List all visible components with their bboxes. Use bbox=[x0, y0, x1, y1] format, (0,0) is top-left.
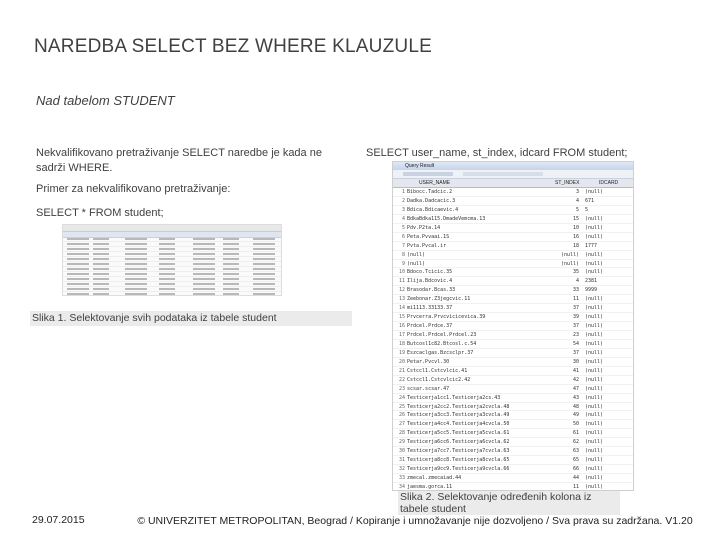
table-cell: 22 bbox=[398, 376, 405, 383]
table-cell: Testicerja5cc5.Testicerja5cvcla.61 bbox=[407, 430, 510, 437]
thumb-cell bbox=[93, 278, 109, 280]
thumb-cell bbox=[125, 248, 147, 250]
thumb-cell bbox=[67, 238, 89, 240]
table-cell: Prdcel.Prdcel.Prdcel.23 bbox=[407, 332, 477, 338]
table-cell: 37 bbox=[572, 323, 579, 330]
table-cell: 4 bbox=[575, 278, 579, 285]
thumb-cell bbox=[125, 268, 147, 270]
table-cell: (null) bbox=[585, 340, 604, 347]
table-row bbox=[393, 206, 633, 215]
table-cell: (null) bbox=[585, 466, 604, 473]
thumb-cell bbox=[93, 258, 109, 260]
table-row bbox=[393, 277, 633, 286]
thumb-cell bbox=[67, 248, 89, 250]
thumb-cell bbox=[193, 263, 215, 265]
table-cell: 3 bbox=[401, 206, 405, 213]
table-cell: 39 bbox=[572, 314, 579, 321]
thumb-cell bbox=[67, 268, 89, 270]
table-cell: 2 bbox=[401, 197, 405, 204]
table-cell: 23 bbox=[398, 385, 405, 392]
thumb-cell bbox=[223, 278, 239, 280]
thumb-cell bbox=[125, 288, 147, 290]
table-cell: 5 bbox=[575, 206, 579, 213]
fetch-status bbox=[463, 172, 543, 176]
thumb-cell bbox=[159, 273, 175, 275]
thumb-cell bbox=[253, 258, 275, 260]
table-cell: 26 bbox=[398, 412, 405, 419]
table-row bbox=[393, 242, 633, 251]
thumb-cell bbox=[223, 273, 239, 275]
paragraph-definition: Nekvalifikovano pretraživanje SELECT naredbe je kada ne sadrži WHERE. bbox=[36, 147, 322, 174]
table-cell: (null) bbox=[585, 403, 604, 410]
thumb-cell bbox=[193, 253, 215, 255]
table-cell: BdkaBdka115.DmadeVemcma.13 bbox=[407, 215, 486, 222]
thumb-cell bbox=[253, 248, 275, 250]
table-cell: (null) bbox=[585, 358, 604, 365]
table-row bbox=[393, 438, 633, 447]
thumb-cell bbox=[253, 273, 275, 275]
table-cell: 33 bbox=[398, 475, 405, 481]
table-cell: (null) bbox=[585, 421, 604, 428]
thumb-cell bbox=[253, 263, 275, 265]
table-cell: Testicerja4cc4.Testicerja4cvcla.50 bbox=[407, 421, 510, 428]
table-row bbox=[393, 251, 633, 260]
table-cell: zmecal.zmecaiad.44 bbox=[407, 475, 462, 481]
table-cell: scsar.scsar.47 bbox=[407, 385, 450, 392]
table-cell: (null) bbox=[585, 305, 604, 312]
thumb-cell bbox=[253, 238, 275, 240]
table-cell: (null) bbox=[407, 260, 426, 267]
table-cell: 54 bbox=[572, 340, 579, 347]
table-cell: Bdoco.Tcicic.35 bbox=[407, 269, 453, 276]
table-cell: 16 bbox=[572, 233, 579, 240]
paragraph-select-columns: SELECT user_name, st_index, idcard FROM student; bbox=[366, 147, 628, 159]
table-cell: 41 bbox=[572, 367, 579, 374]
thumb-cell bbox=[193, 248, 215, 250]
table-cell: 47 bbox=[572, 385, 579, 392]
table-cell: (null) bbox=[560, 260, 579, 267]
table-cell: 27 bbox=[398, 421, 405, 428]
thumb-cell bbox=[223, 248, 239, 250]
table-cell: Zeebonar.Z3jegcvic.11 bbox=[407, 296, 471, 303]
table-cell: (null) bbox=[585, 224, 604, 231]
table-row bbox=[393, 215, 633, 224]
table-cell: 37 bbox=[572, 349, 579, 356]
thumb-cell bbox=[223, 263, 239, 265]
figure-caption-2: Slika 2. Selektovanje određenih kolona iz tabele student bbox=[398, 491, 620, 515]
thumb-cell bbox=[193, 293, 215, 295]
table-cell: (null) bbox=[585, 349, 604, 356]
table-cell: 11 bbox=[572, 296, 579, 303]
table-cell: 1777 bbox=[585, 242, 598, 249]
table-cell: (null) bbox=[585, 385, 604, 392]
table-cell: (null) bbox=[585, 430, 604, 437]
thumb-cell bbox=[223, 293, 239, 295]
table-row bbox=[393, 233, 633, 242]
table-cell: (null) bbox=[585, 314, 604, 321]
table-cell: 1 bbox=[401, 189, 405, 195]
table-cell: 65 bbox=[572, 457, 579, 464]
table-cell: Peta.Pvvaai.1S bbox=[407, 233, 450, 240]
thumb-cell bbox=[93, 273, 109, 275]
table-cell: 11 bbox=[572, 483, 579, 490]
toolbar-buttons bbox=[403, 172, 453, 176]
thumb-cell bbox=[159, 288, 175, 290]
table-cell: (null) bbox=[585, 189, 604, 195]
table-cell: Eszcaclgas.Bzcsclpr.37 bbox=[407, 349, 474, 356]
select-all-result-image bbox=[62, 224, 282, 296]
table-cell: (null) bbox=[585, 439, 604, 446]
table-cell: (null) bbox=[585, 296, 604, 303]
table-cell: Pdv.P2ta.14 bbox=[407, 224, 441, 231]
table-cell: 21 bbox=[398, 367, 405, 374]
query-toolbar bbox=[393, 170, 633, 179]
thumb-cell bbox=[253, 278, 275, 280]
thumb-cell bbox=[93, 283, 109, 285]
footer-date: 29.07.2015 bbox=[32, 514, 85, 526]
table-cell: Bibocc.Tadcic.2 bbox=[407, 189, 453, 195]
thumb-cell bbox=[93, 238, 109, 240]
table-cell: 34 bbox=[398, 483, 405, 490]
table-cell: Petar.Pvcvl.30 bbox=[407, 358, 450, 365]
table-cell: Testicerja2cc2.Testicerja2cvcla.48 bbox=[407, 403, 510, 410]
table-cell: (null) bbox=[585, 376, 604, 383]
table-row bbox=[393, 394, 633, 403]
table-cell: (null) bbox=[585, 260, 604, 267]
table-row bbox=[393, 197, 633, 206]
thumb-cell bbox=[193, 273, 215, 275]
table-cell: 15 bbox=[398, 314, 405, 321]
thumb-cell bbox=[223, 253, 239, 255]
table-row bbox=[393, 483, 633, 491]
thumb-cell bbox=[67, 293, 89, 295]
table-cell: 4 bbox=[401, 215, 405, 222]
table-cell: Testicerja1cc1.Testicerja2cs.43 bbox=[407, 394, 501, 401]
table-row bbox=[393, 376, 633, 385]
table-cell: 9999 bbox=[585, 287, 598, 294]
table-cell: 5 bbox=[585, 206, 589, 213]
table-row bbox=[393, 268, 633, 277]
select-columns-result-image bbox=[392, 161, 634, 491]
thumb-cell bbox=[193, 238, 215, 240]
thumb-cell bbox=[125, 263, 147, 265]
table-cell: jaesma.gorca.11 bbox=[407, 483, 453, 490]
thumb-cell bbox=[253, 253, 275, 255]
thumb-cell bbox=[67, 263, 89, 265]
table-row bbox=[393, 340, 633, 349]
thumb-cell bbox=[223, 243, 239, 245]
thumb-cell bbox=[223, 288, 239, 290]
thumb-cell bbox=[93, 293, 109, 295]
table-cell: 671 bbox=[585, 197, 595, 204]
table-cell: Testicerja3cc3.Testicerja3cvcla.49 bbox=[407, 412, 510, 419]
table-cell: mi1113.33133.37 bbox=[407, 305, 453, 312]
table-row bbox=[393, 403, 633, 412]
table-cell: (null) bbox=[560, 251, 579, 258]
table-cell: Cstccl1.Cstcvlcic2.42 bbox=[407, 376, 471, 383]
thumb-cell bbox=[93, 253, 109, 255]
thumb-row bbox=[63, 292, 281, 296]
paragraph-select-all: SELECT * FROM student; bbox=[36, 207, 164, 219]
table-cell: 13 bbox=[398, 296, 405, 303]
table-row bbox=[393, 188, 633, 197]
table-cell: 48 bbox=[572, 403, 579, 410]
table-cell: (null) bbox=[585, 448, 604, 455]
table-cell: (null) bbox=[585, 394, 604, 401]
column-st-index: ST_INDEX bbox=[555, 180, 580, 186]
table-row bbox=[393, 224, 633, 233]
table-cell: 66 bbox=[572, 466, 579, 473]
table-cell: Brasodar.Bcas.33 bbox=[407, 287, 456, 294]
thumb-cell bbox=[125, 283, 147, 285]
table-cell: 4 bbox=[575, 197, 579, 204]
thumb-cell bbox=[159, 238, 175, 240]
thumb-cell bbox=[67, 258, 89, 260]
table-row bbox=[393, 322, 633, 331]
table-cell: Pvta.Pvcal.ir bbox=[407, 242, 447, 249]
thumb-cell bbox=[193, 288, 215, 290]
thumb-cell bbox=[159, 263, 175, 265]
thumb-cell bbox=[67, 243, 89, 245]
table-cell: 50 bbox=[572, 421, 579, 428]
table-cell: 2381 bbox=[585, 278, 598, 285]
table-row bbox=[393, 474, 633, 483]
table-cell: Prdcel.Prdce.37 bbox=[407, 323, 453, 330]
thumb-cell bbox=[253, 243, 275, 245]
footer-copyright: © UNIVERZITET METROPOLITAN, Beograd / Kopiranje i umnožavanje nije dozvoljeno / Sva prava su zadržana. V1.20 bbox=[137, 515, 693, 527]
table-cell: 30 bbox=[398, 448, 405, 455]
table-cell: Ilija.Bdcovic.4 bbox=[407, 278, 453, 285]
table-row bbox=[393, 367, 633, 376]
table-row bbox=[393, 411, 633, 420]
table-row bbox=[393, 465, 633, 474]
figure-caption-1: Slika 1. Selektovanje svih podataka iz tabele student bbox=[30, 311, 352, 326]
table-cell: 10 bbox=[572, 224, 579, 231]
table-cell: 5 bbox=[401, 224, 405, 231]
table-cell: 18 bbox=[572, 242, 579, 249]
table-row bbox=[393, 420, 633, 429]
thumb-cell bbox=[223, 283, 239, 285]
table-cell: Bdica.Bdicaevic.4 bbox=[407, 206, 459, 213]
thumb-cell bbox=[125, 273, 147, 275]
table-cell: 24 bbox=[398, 394, 405, 401]
thumb-cell bbox=[93, 288, 109, 290]
table-cell: 44 bbox=[572, 475, 579, 481]
table-cell: 43 bbox=[572, 394, 579, 401]
table-cell: 12 bbox=[398, 287, 405, 294]
thumb-cell bbox=[93, 263, 109, 265]
thumb-cell bbox=[93, 243, 109, 245]
table-cell: 25 bbox=[398, 403, 405, 410]
table-cell: 19 bbox=[398, 349, 405, 356]
thumb-cell bbox=[253, 268, 275, 270]
table-cell: 62 bbox=[572, 439, 579, 446]
table-cell: 31 bbox=[398, 457, 405, 464]
table-row bbox=[393, 313, 633, 322]
table-cell: 30 bbox=[572, 358, 579, 365]
table-cell: (null) bbox=[585, 323, 604, 330]
thumb-cell bbox=[125, 258, 147, 260]
thumb-cell bbox=[253, 293, 275, 295]
table-cell: (null) bbox=[585, 457, 604, 464]
thumb-cell bbox=[159, 253, 175, 255]
table-cell: 7 bbox=[401, 242, 405, 249]
column-header-row bbox=[393, 179, 633, 188]
table-cell: (null) bbox=[585, 233, 604, 240]
thumb-cell bbox=[159, 243, 175, 245]
thumb-cell bbox=[67, 278, 89, 280]
thumb-cell bbox=[253, 283, 275, 285]
column-user-name: USER_NAME bbox=[419, 180, 451, 186]
table-cell: 63 bbox=[572, 448, 579, 455]
table-cell: 18 bbox=[398, 340, 405, 347]
table-cell: 16 bbox=[398, 323, 405, 330]
table-row bbox=[393, 286, 633, 295]
table-cell: 37 bbox=[572, 305, 579, 312]
table-cell: Testicerja7cc7.Testicerja7cvcla.63 bbox=[407, 448, 510, 455]
slide-subtitle: Nad tabelom STUDENT bbox=[36, 93, 175, 108]
table-cell: Testicerja8cc8.Testicerja8cvcla.65 bbox=[407, 457, 510, 464]
table-cell: 17 bbox=[398, 332, 405, 338]
slide-title: NAREDBA SELECT BEZ WHERE KLAUZULE bbox=[34, 36, 432, 57]
table-row bbox=[393, 358, 633, 367]
query-result-tab: Query Result bbox=[393, 162, 633, 170]
thumb-cell bbox=[67, 288, 89, 290]
thumb-cell bbox=[159, 248, 175, 250]
table-cell: 61 bbox=[572, 430, 579, 437]
table-row bbox=[393, 304, 633, 313]
table-cell: 33 bbox=[572, 287, 579, 294]
thumb-cell bbox=[223, 238, 239, 240]
table-cell: 14 bbox=[398, 305, 405, 312]
result-rows bbox=[393, 188, 633, 491]
table-cell: (null) bbox=[585, 332, 604, 338]
thumb-cell bbox=[67, 273, 89, 275]
table-cell: (null) bbox=[585, 251, 604, 258]
table-row bbox=[393, 385, 633, 394]
table-cell: (null) bbox=[407, 251, 426, 258]
table-cell: 42 bbox=[572, 376, 579, 383]
thumb-cell bbox=[193, 278, 215, 280]
table-cell: (null) bbox=[585, 269, 604, 276]
thumb-cell bbox=[159, 258, 175, 260]
thumb-cell bbox=[253, 288, 275, 290]
table-row bbox=[393, 295, 633, 304]
table-cell: 8 bbox=[401, 251, 405, 258]
thumb-cell bbox=[125, 278, 147, 280]
table-cell: 23 bbox=[572, 332, 579, 338]
table-row bbox=[393, 456, 633, 465]
thumb-cell bbox=[193, 243, 215, 245]
thumb-toolbar bbox=[63, 225, 281, 232]
table-cell: 9 bbox=[401, 260, 405, 267]
table-cell: 6 bbox=[401, 233, 405, 240]
table-row bbox=[393, 331, 633, 340]
table-cell: Cstccl1.Cstcvlcic.41 bbox=[407, 367, 468, 374]
thumb-cell bbox=[125, 253, 147, 255]
thumb-grid bbox=[63, 237, 281, 295]
table-row bbox=[393, 447, 633, 456]
table-cell: 29 bbox=[398, 439, 405, 446]
table-cell: Prvcerra.Prvcvicicevica.39 bbox=[407, 314, 486, 321]
thumb-cell bbox=[159, 283, 175, 285]
thumb-cell bbox=[223, 268, 239, 270]
table-row bbox=[393, 429, 633, 438]
thumb-cell bbox=[67, 253, 89, 255]
table-row bbox=[393, 349, 633, 358]
table-cell: 20 bbox=[398, 358, 405, 365]
thumb-cell bbox=[93, 248, 109, 250]
thumb-cell bbox=[67, 283, 89, 285]
table-cell: Testicerja9cc9.Testicerja9cvcla.66 bbox=[407, 466, 510, 473]
table-cell: 11 bbox=[398, 278, 405, 285]
column-idcard: IDCARD bbox=[599, 180, 619, 186]
table-cell: Dadka.Dadcacic.3 bbox=[407, 197, 456, 204]
table-cell: 3 bbox=[575, 189, 579, 195]
thumb-cell bbox=[193, 283, 215, 285]
table-cell: 28 bbox=[398, 430, 405, 437]
table-cell: (null) bbox=[585, 475, 604, 481]
thumb-cell bbox=[193, 268, 215, 270]
table-cell: (null) bbox=[585, 215, 604, 222]
thumb-cell bbox=[125, 293, 147, 295]
paragraph-example-label: Primer za nekvalifikovano pretraživanje: bbox=[36, 183, 231, 195]
table-cell: 49 bbox=[572, 412, 579, 419]
thumb-cell bbox=[159, 278, 175, 280]
table-cell: Testicerja6cc6.Testicerja6cvcla.62 bbox=[407, 439, 510, 446]
thumb-cell bbox=[193, 258, 215, 260]
thumb-cell bbox=[125, 238, 147, 240]
table-cell: 15 bbox=[572, 215, 579, 222]
table-cell: 10 bbox=[398, 269, 405, 276]
table-cell: 32 bbox=[398, 466, 405, 473]
thumb-cell bbox=[125, 243, 147, 245]
thumb-cell bbox=[159, 268, 175, 270]
thumb-cell bbox=[223, 258, 239, 260]
thumb-cell bbox=[93, 268, 109, 270]
table-cell: (null) bbox=[585, 367, 604, 374]
table-cell: 35 bbox=[572, 269, 579, 276]
table-cell: (null) bbox=[585, 412, 604, 419]
table-cell: Butcosl1c82.Btcosl.c.54 bbox=[407, 340, 477, 347]
thumb-cell bbox=[159, 293, 175, 295]
table-cell: (null) bbox=[585, 483, 604, 490]
table-row bbox=[393, 260, 633, 269]
